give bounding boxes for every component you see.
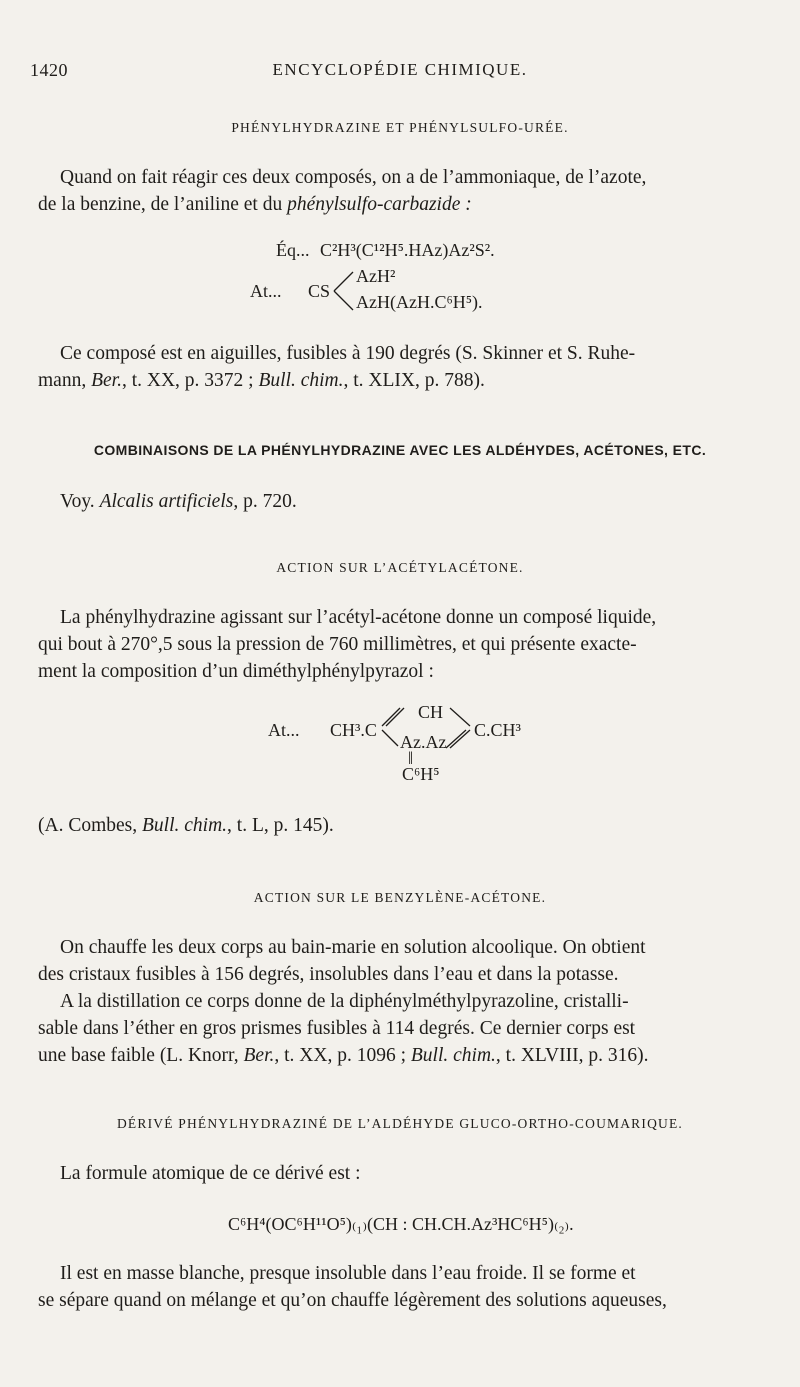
paragraph-line: qui bout à 270°,5 sous la pression de 760 millimètres, et qui présente exacte- [38, 634, 637, 655]
paragraph-line: Ce composé est en aiguilles, fusibles à 190 degrés (S. Skinner et S. Ruhe- [60, 343, 636, 364]
paragraph-line: sable dans l’éther en gros prismes fusibles à 114 degrés. Ce dernier corps est [38, 1018, 636, 1039]
paragraph-line: Quand on fait réagir ces deux composés, on a de l’ammoniaque, de l’azote, [60, 167, 647, 188]
running-title: ENCYCLOPÉDIE CHIMIQUE. [272, 60, 528, 79]
section-title-combinaisons: COMBINAISONS DE LA PHÉNYLHYDRAZINE AVEC LES ALDÉHYDES, ACÉTONES, ETC. [93, 442, 707, 458]
paragraph-line: se sépare quand on mélange et qu’on chauffe légèrement des solutions aqueuses, [38, 1290, 667, 1311]
italic-term: phénylsulfo-carbazide : [287, 194, 472, 215]
pyrazol-structure: At... CH³.C CH C.CH³ Az.Az ‖ C⁶H⁵ [268, 702, 588, 792]
paragraph-line: une base faible (L. Knorr, Ber., t. XX, p. 1096 ; Bull. chim., t. XLVIII, p. 316). [38, 1045, 649, 1066]
section-title-benzylene: ACTION SUR LE BENZYLÈNE-ACÉTONE. [253, 890, 547, 905]
section-title-phenylsulfo: PHÉNYLHYDRAZINE ET PHÉNYLSULFO-URÉE. [231, 120, 569, 135]
paragraph-line: Il est en masse blanche, presque insoluble dans l’eau froide. Il se forme et [60, 1263, 636, 1284]
paragraph-line: (A. Combes, Bull. chim., t. L, p. 145). [38, 815, 334, 836]
branch-bracket [332, 270, 354, 312]
paragraph-line: de la benzine, de l’aniline et du phénylsulfo-carbazide : [38, 194, 472, 215]
paragraph-line: ment la composition d’un diméthylphénylpyrazol : [38, 661, 434, 682]
paragraph-line: des cristaux fusibles à 156 degrés, insolubles dans l’eau et dans la potasse. [38, 964, 619, 985]
paragraph-line: A la distillation ce corps donne de la diphénylméthylpyrazoline, cristalli- [60, 991, 629, 1012]
paragraph-line: La phénylhydrazine agissant sur l’acétyl-acétone donne un composé liquide, [60, 607, 657, 628]
section-title-coumarique: DÉRIVÉ PHÉNYLHYDRAZINÉ DE L’ALDÉHYDE GLUCO-ORTHO-COUMARIQUE. [116, 1116, 683, 1131]
paragraph-line: La formule atomique de ce dérivé est : [60, 1163, 361, 1184]
section-title-acetylacetone: ACTION SUR L’ACÉTYLACÉTONE. [276, 560, 524, 575]
coumarique-formula: C⁶H⁴(OC⁶H¹¹O⁵)₍₁₎(CH : CH.CH.Az³HC⁶H⁵)₍₂₎. [228, 1214, 574, 1234]
equivalent-formula: Éq... C²H³(C¹²H⁵.HAz)Az²S². [276, 240, 495, 260]
atomic-formula-carbazide: At... CS AzH² AzH(AzH.C⁶H⁵). [250, 266, 483, 312]
page-number: 1420 [30, 60, 68, 80]
paragraph-line: On chauffe les deux corps au bain-marie en solution alcoolique. On obtient [60, 937, 646, 958]
paragraph-line: mann, Ber., t. XX, p. 3372 ; Bull. chim., t. XLIX, p. 788). [38, 370, 485, 391]
paragraph-line: Voy. Alcalis artificiels, p. 720. [60, 491, 297, 512]
